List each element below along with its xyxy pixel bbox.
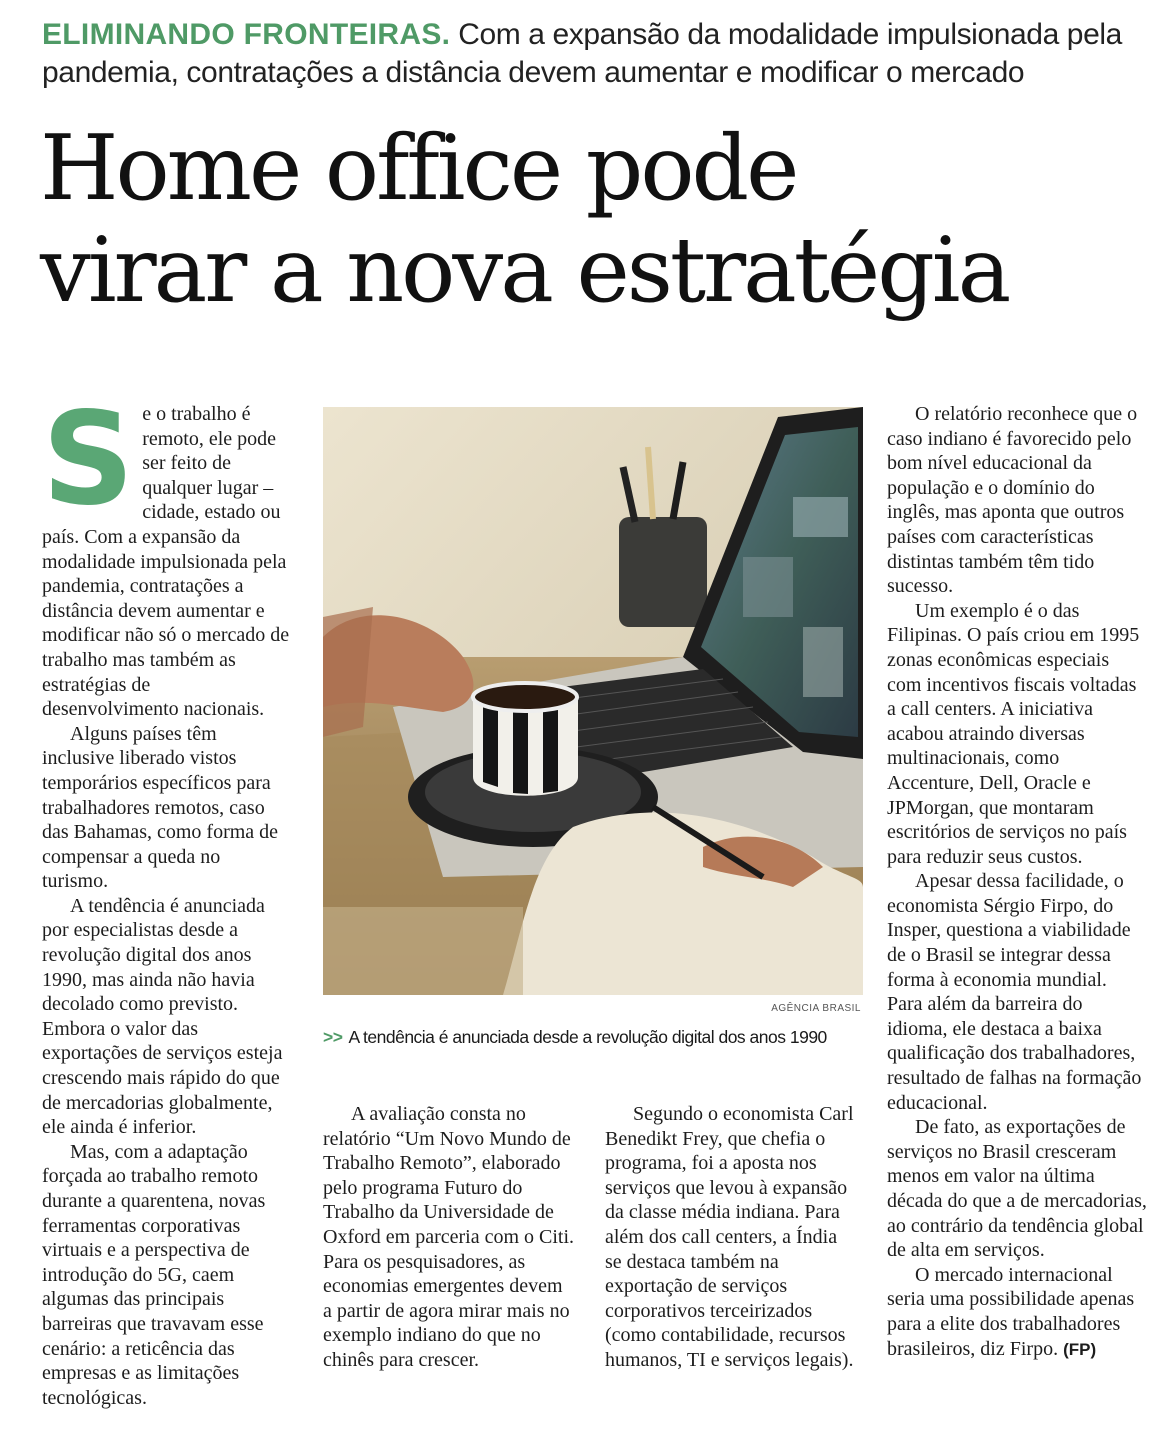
body-paragraph: Um exemplo é o das Filipinas. O país criou em 1995 zonas econômicas especiais com incentivos fiscais voltadas a call centers. A iniciativa acabou atraindo diversas multinacionais, como Accenture, Dell, Oracle e JPMorgan, que montaram escritórios de serviços no país para reduzir seus custos. xyxy=(887,599,1140,868)
body-paragraph xyxy=(887,1263,1147,1362)
caption-text: A tendência é anunciada desde a revolução digital dos anos 1990 xyxy=(348,1027,827,1047)
paragraph-text: e o trabalho é remoto, ele pode ser feito de qualquer lugar –cidade, estado ou país. Com a expansão da modalidade impulsionada pela pandemia, contratações a distância devem aumentar e modificar não só o mercado de trabalho mas também as estratégias de desenvolvimento nacionais. xyxy=(42,403,290,721)
body-paragraph: Mas, com a adaptação forçada ao trabalho remoto durante a quarentena, novas ferramentas corporativas virtuais e a perspectiva de introdução do 5G, caem algumas das principais barreiras que travavam esse cenário: a reticência das empresas e as limitações tecnológicas. xyxy=(42,1140,266,1409)
article-column-2 xyxy=(323,1102,575,1373)
body-paragraph: A avaliação consta no relatório “Um Novo Mundo de Trabalho Remoto”, elaborado pelo programa Futuro do Trabalho da Universidade de Oxford em parceria com o Citi. Para os pesquisadores, as economias emergentes devem a partir de agora mirar mais no exemplo indiano do que no chinês para crescer. xyxy=(323,1103,575,1371)
body-paragraph: Segundo o economista Carl Benedikt Frey, que chefia o programa, foi a aposta nos serviços que levou à expansão da classe média indiana. Para além dos call centers, a Índia se destaca também na exportação de serviços corporativos terceirizados (como contabilidade, recursos humanos, TI e serviços legais). xyxy=(605,1103,854,1371)
body-paragraph xyxy=(42,385,290,722)
body-paragraph: A tendência é anunciada por especialistas desde a revolução digital dos anos 1990, mas ainda não havia decolado como previsto. Embora o valor das exportações de serviços esteja crescendo mais rápido do que de mercadorias globalmente, ele ainda é inferior. xyxy=(42,894,283,1139)
headline-line-1: Home office pode xyxy=(40,116,797,221)
kicker-text: Com a expansão da modalidade impulsionada pela pandemia, contratações a distância devem aumentar e modificar o mercado xyxy=(42,18,1122,89)
headline-line-2: virar a nova estratégia xyxy=(40,218,1009,323)
body-paragraph: O relatório reconhece que o caso indiano é favorecido pelo bom nível educacional da população e o domínio do inglês, mas aponta que outros países com características distintas também têm tido sucesso. xyxy=(887,403,1138,598)
photo-caption xyxy=(323,1027,883,1048)
paragraph-text: O mercado internacional seria uma possibilidade apenas para a elite dos trabalhadores brasileiros, diz Firpo. xyxy=(887,1263,1135,1360)
body-paragraph: De fato, as exportações de serviços no Brasil cresceram menos em valor na última década do que a de mercadorias, ao contrário da tendência global de alta em serviços. xyxy=(887,1116,1147,1262)
article-headline xyxy=(40,118,1140,322)
article-column-1 xyxy=(42,385,290,1410)
article-column-4 xyxy=(887,402,1147,1362)
caption-arrow-icon: >> xyxy=(323,1027,343,1047)
laptop-coffee-photo xyxy=(323,407,863,995)
article-photo xyxy=(323,407,863,995)
drop-cap: S xyxy=(42,385,135,534)
kicker-tag: ELIMINANDO FRONTEIRAS. xyxy=(42,18,451,51)
author-signature: (FP) xyxy=(1063,1339,1097,1359)
body-paragraph: Apesar dessa facilidade, o economista Sérgio Firpo, do Insper, questiona a viabilidade de o Brasil se integrar dessa forma à economia mundial. Para além da barreira do idioma, ele destaca a baixa qualificação dos trabalhadores, resultado de falhas na formação educacional. xyxy=(887,870,1142,1114)
photo-credit: AGÊNCIA BRASIL xyxy=(771,1003,861,1014)
article-column-3 xyxy=(605,1102,857,1373)
body-paragraph: Alguns países têm inclusive liberado vistos temporários específicos para trabalhadores remotos, caso das Bahamas, como forma de compensar a queda no turismo. xyxy=(42,722,279,893)
article-kicker xyxy=(42,16,1132,92)
